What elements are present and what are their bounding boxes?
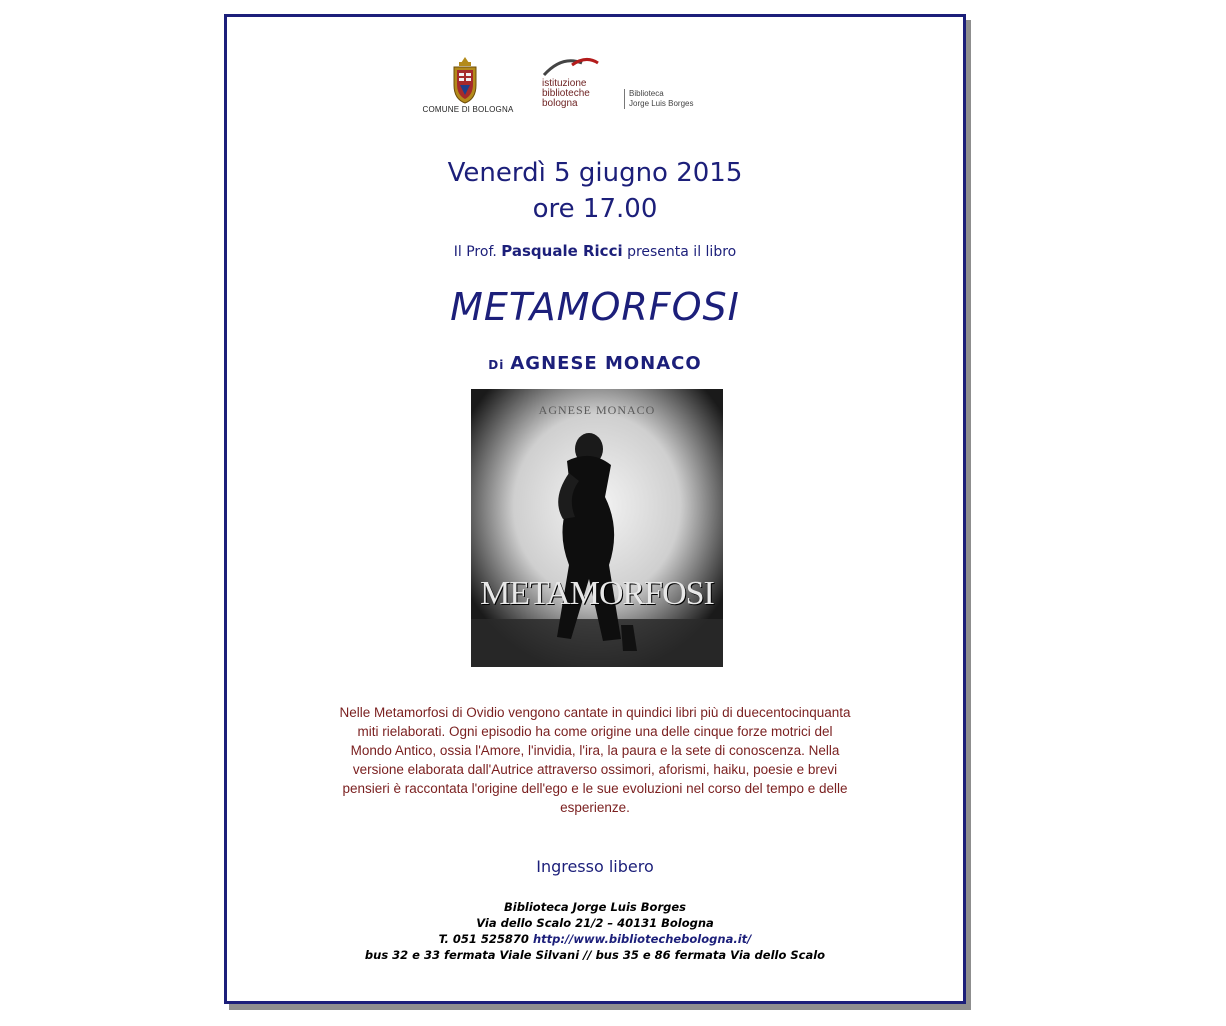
author-prefix: Di [488,358,505,372]
comune-label: COMUNE DI BOLOGNA [422,105,514,114]
presenter-suffix: presenta il libro [627,244,737,260]
venue-bus: bus 32 e 33 fermata Viale Silvani // bus 35 e 86 fermata Via dello Scalo [364,948,826,962]
book-title: METAMORFOSI [450,285,740,329]
entry-info: Ingresso libero [536,857,654,876]
description-line: miti rielaborati. Ogni episodio ha come origine una delle cinque forze motrici del [357,724,833,739]
comune-crest-logo [450,55,480,105]
presenter-name: Pasquale Ricci [501,242,623,260]
istituzione-line: bologna [542,98,578,109]
cover-artwork [471,389,723,667]
book-author-line [227,353,963,374]
event-date: Venerdì 5 giugno 2015 [447,158,743,188]
venue-address: Via dello Scalo 21/2 – 40131 Bologna [476,916,714,930]
venue-website-link[interactable]: http://www.bibliotechebologna.it/ [532,932,752,946]
venue-phone: T. 051 525870 [438,932,529,946]
cover-title: METAMORFOSI [480,575,714,612]
venue-info [227,899,963,963]
description-line: esperienze. [560,800,630,815]
description-line: Nelle Metamorfosi di Ovidio vengono cantate in quindici libri più di duecentocinquanta [339,705,851,720]
venue-contact [227,931,963,947]
description-line: pensieri è raccontata l'origine dell'ego e le sue evoluzioni nel corso del tempo e delle [342,781,848,796]
cover-author: AGNESE MONACO [538,403,656,417]
borges-library-label [624,89,693,109]
description-line: Mondo Antico, ossia l'Amore, l'invidia, l'ira, la paura e la sete di conoscenza. Nella [350,743,840,758]
istituzione-text [542,79,590,109]
book-description [267,703,923,817]
event-time: ore 17.00 [532,194,658,224]
istituzione-arc-logo [542,53,600,77]
header-logos [412,53,752,123]
description-line: versione elaborata dall'Autrice attraverso ossimori, aforismi, haiku, poesie e brevi [352,762,838,777]
borges-line: Jorge Luis Borges [629,99,694,108]
book-cover-image [471,389,723,667]
borges-line: Biblioteca [629,89,664,98]
event-datetime [227,155,963,227]
event-poster [224,14,966,1004]
presenter-prefix: Il Prof. [453,244,497,260]
venue-name: Biblioteca Jorge Luis Borges [503,900,686,914]
author-name: AGNESE MONACO [510,353,702,374]
istituzione-line: biblioteche [542,88,590,99]
istituzione-line: istituzione [542,78,587,89]
presenter-line [227,242,963,260]
